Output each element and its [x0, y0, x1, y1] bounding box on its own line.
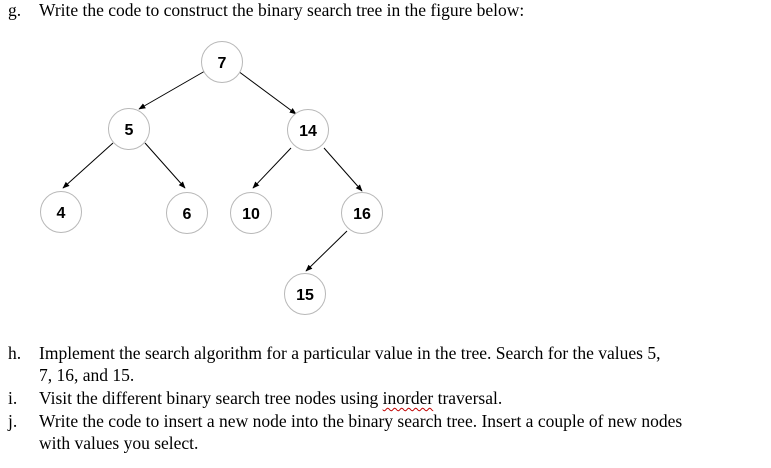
- question-i-letter: i.: [8, 388, 18, 408]
- question-i-after: traversal.: [433, 388, 503, 408]
- node-label: 14: [299, 123, 317, 140]
- tree-node-6: [167, 193, 208, 234]
- edge-14-16: [324, 148, 362, 191]
- node-label: 15: [296, 287, 314, 304]
- tree-node-14: [288, 110, 329, 151]
- question-h-letter: h.: [8, 343, 22, 363]
- node-label: 6: [182, 206, 192, 223]
- edge-5-4: [63, 143, 113, 188]
- question-j-line2: with values you select.: [39, 433, 199, 453]
- tree-node-7: [202, 42, 243, 83]
- question-g-text: Write the code to construct the binary search tree in the figure below:: [39, 0, 525, 20]
- node-label: 16: [353, 206, 371, 223]
- edge-7-14: [238, 71, 296, 114]
- question-g-letter: g.: [8, 0, 22, 20]
- edge-5-6: [145, 143, 185, 188]
- node-label: 10: [242, 206, 260, 223]
- question-h-line1: Implement the search algorithm for a particular value in the tree. Search for the values 5,: [39, 343, 661, 363]
- edge-16-15: [306, 231, 347, 271]
- tree-node-10: [231, 193, 272, 234]
- tree-node-16: [342, 193, 383, 234]
- question-i-text: [39, 387, 502, 409]
- node-label: 5: [124, 122, 134, 139]
- question-j-letter: j.: [8, 411, 18, 431]
- node-label: 4: [56, 205, 66, 222]
- question-j-line1: Write the code to insert a new node into the binary search tree. Insert a couple of new nodes: [39, 411, 683, 431]
- tree-node-15: [285, 274, 326, 315]
- question-i-before: Visit the different binary search tree nodes using: [39, 388, 383, 408]
- tree-node-5: [109, 109, 150, 150]
- spellcheck-word-inorder: inorder: [382, 388, 434, 408]
- tree-node-4: [41, 192, 82, 233]
- edge-14-10: [253, 148, 291, 188]
- question-h-line2: 7, 16, and 15.: [39, 365, 135, 385]
- edge-7-5: [139, 71, 205, 109]
- tree-edges: [63, 71, 362, 271]
- node-label: 7: [217, 55, 227, 72]
